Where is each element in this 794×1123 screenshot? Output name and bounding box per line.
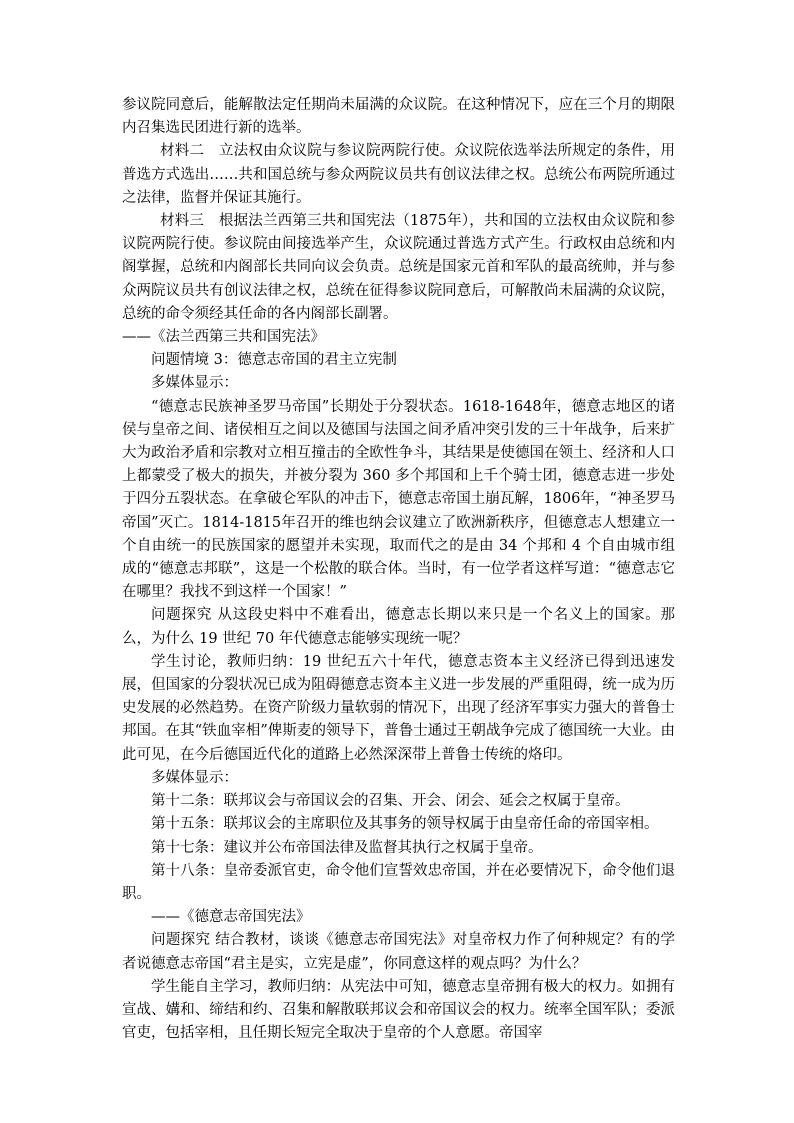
source-citation-france: ——《法兰西第三共和国宪法》	[122, 329, 325, 346]
document-body	[122, 94, 675, 1045]
paragraph-continuation: 参议院同意后，能解散法定任期尚未届满的众议院。在这种情况下，应在三个月的期限内召集选民团进行新的选举。	[122, 97, 675, 137]
material-two: 材料二 立法权由众议院与参议院两院行使。众议院依选举法所规定的条件，用普选方式选出……共和国总统与参众两院议员共有创议法律之权。总统公布两院所通过之法律，监督并保证其施行。	[122, 143, 675, 206]
source-citation-germany: ——《德意志帝国宪法》	[151, 909, 311, 926]
teacher-summary-2: 学生能自主学习，教师归纳：从宪法中可知，德意志皇帝拥有极大的权力。如拥有宣战、媾和、缔结和约、召集和解散联邦议会和帝国议会的权力。统率全国军队；委派官吏，包括宰相，且任期长短完全取决于皇帝的个人意愿。帝国宰	[122, 978, 675, 1042]
question-scenario-heading: 问题情境 3：德意志帝国的君主立宪制	[151, 352, 397, 369]
article-17: 第十七条：建议并公布帝国法律及监督其执行之权属于皇帝。	[151, 839, 543, 856]
teacher-summary-1: 学生讨论，教师归纳：19 世纪五六十年代，德意志资本主义经济已得到迅速发展，但国家的分裂状况已成为阻碍德意志资本主义进一步发展的严重阻碍，统一成为历史发展的必然趋势。在资产阶级力量软弱的情况下，出现了经济军事实力强大的普鲁士邦国。在其“铁血宰相”俾斯麦的领导下，普鲁士通过王朝战争完成了德国统一大业。由此可见，在今后德国近代化的道路上必然深深带上普鲁士传统的烙印。	[122, 653, 675, 763]
history-passage: “德意志民族神圣罗马帝国”长期处于分裂状态。1618-1648年，德意志地区的诸侯与皇帝之间、诸侯相互之间以及德国与法国之间矛盾冲突引发的三十年战争，后来扩大为政治矛盾和宗教对立相互撞击的全欧性争斗，其结果是使德国在领土、经济和人口上都蒙受了极大的损失，并被分裂为 360 多个邦国和上千个骑士团，德意志进一步处于四分五裂状态。在拿破仑军队的冲击下，德意志帝国土崩瓦解，1806年，“神圣罗马帝国”灭亡。1814-1815年召开的维也纳会议建立了欧洲新秩序，但德意志人想建立一个自由统一的民族国家的愿望并未实现，取而代之的是由 34 个邦和 4 个自由城市组成的“德意志邦联”，这是一个松散的联合体。当时，有一位学者这样写道：“德意志它在哪里？我找不到这样一个国家！”	[122, 398, 675, 601]
multimedia-label: 多媒体显示：	[151, 375, 238, 392]
article-15: 第十五条：联邦议会的主席职位及其事务的领导权属于由皇帝任命的帝国宰相。	[151, 816, 659, 833]
multimedia-label-2: 多媒体显示：	[151, 769, 238, 786]
material-three: 材料三 根据法兰西第三共和国宪法（1875年），共和国的立法权由众议院和参议院两院行使。参议院由间接选举产生，众议院通过普选方式产生。行政权由总统和内阁掌握，总统和内阁部长共同向议会负责。总统是国家元首和军队的最高统帅，并与参众两院议员共有创议法律之权，总统在征得参议院同意后，可解散尚未届满的众议院，总统的命令须经其任命的各内阁部长副署。	[122, 213, 675, 322]
article-12: 第十二条：联邦议会与帝国议会的召集、开会、闭会、延会之权属于皇帝。	[151, 793, 630, 810]
question-inquiry-1: 问题探究 从这段史料中不难看出，德意志长期以来只是一个名义上的国家。那么，为什么 19 世纪 70 年代德意志能够实现统一呢？	[122, 607, 675, 647]
article-18: 第十八条：皇帝委派官吏，命令他们宣誓效忠帝国，并在必要情况下，命令他们退职。	[122, 862, 675, 902]
question-inquiry-2: 问题探究 结合教材，谈谈《德意志帝国宪法》对皇帝权力作了何种规定？有的学者说德意志帝国“君主是实，立宪是虚”，你同意这样的观点吗？为什么？	[122, 932, 675, 972]
